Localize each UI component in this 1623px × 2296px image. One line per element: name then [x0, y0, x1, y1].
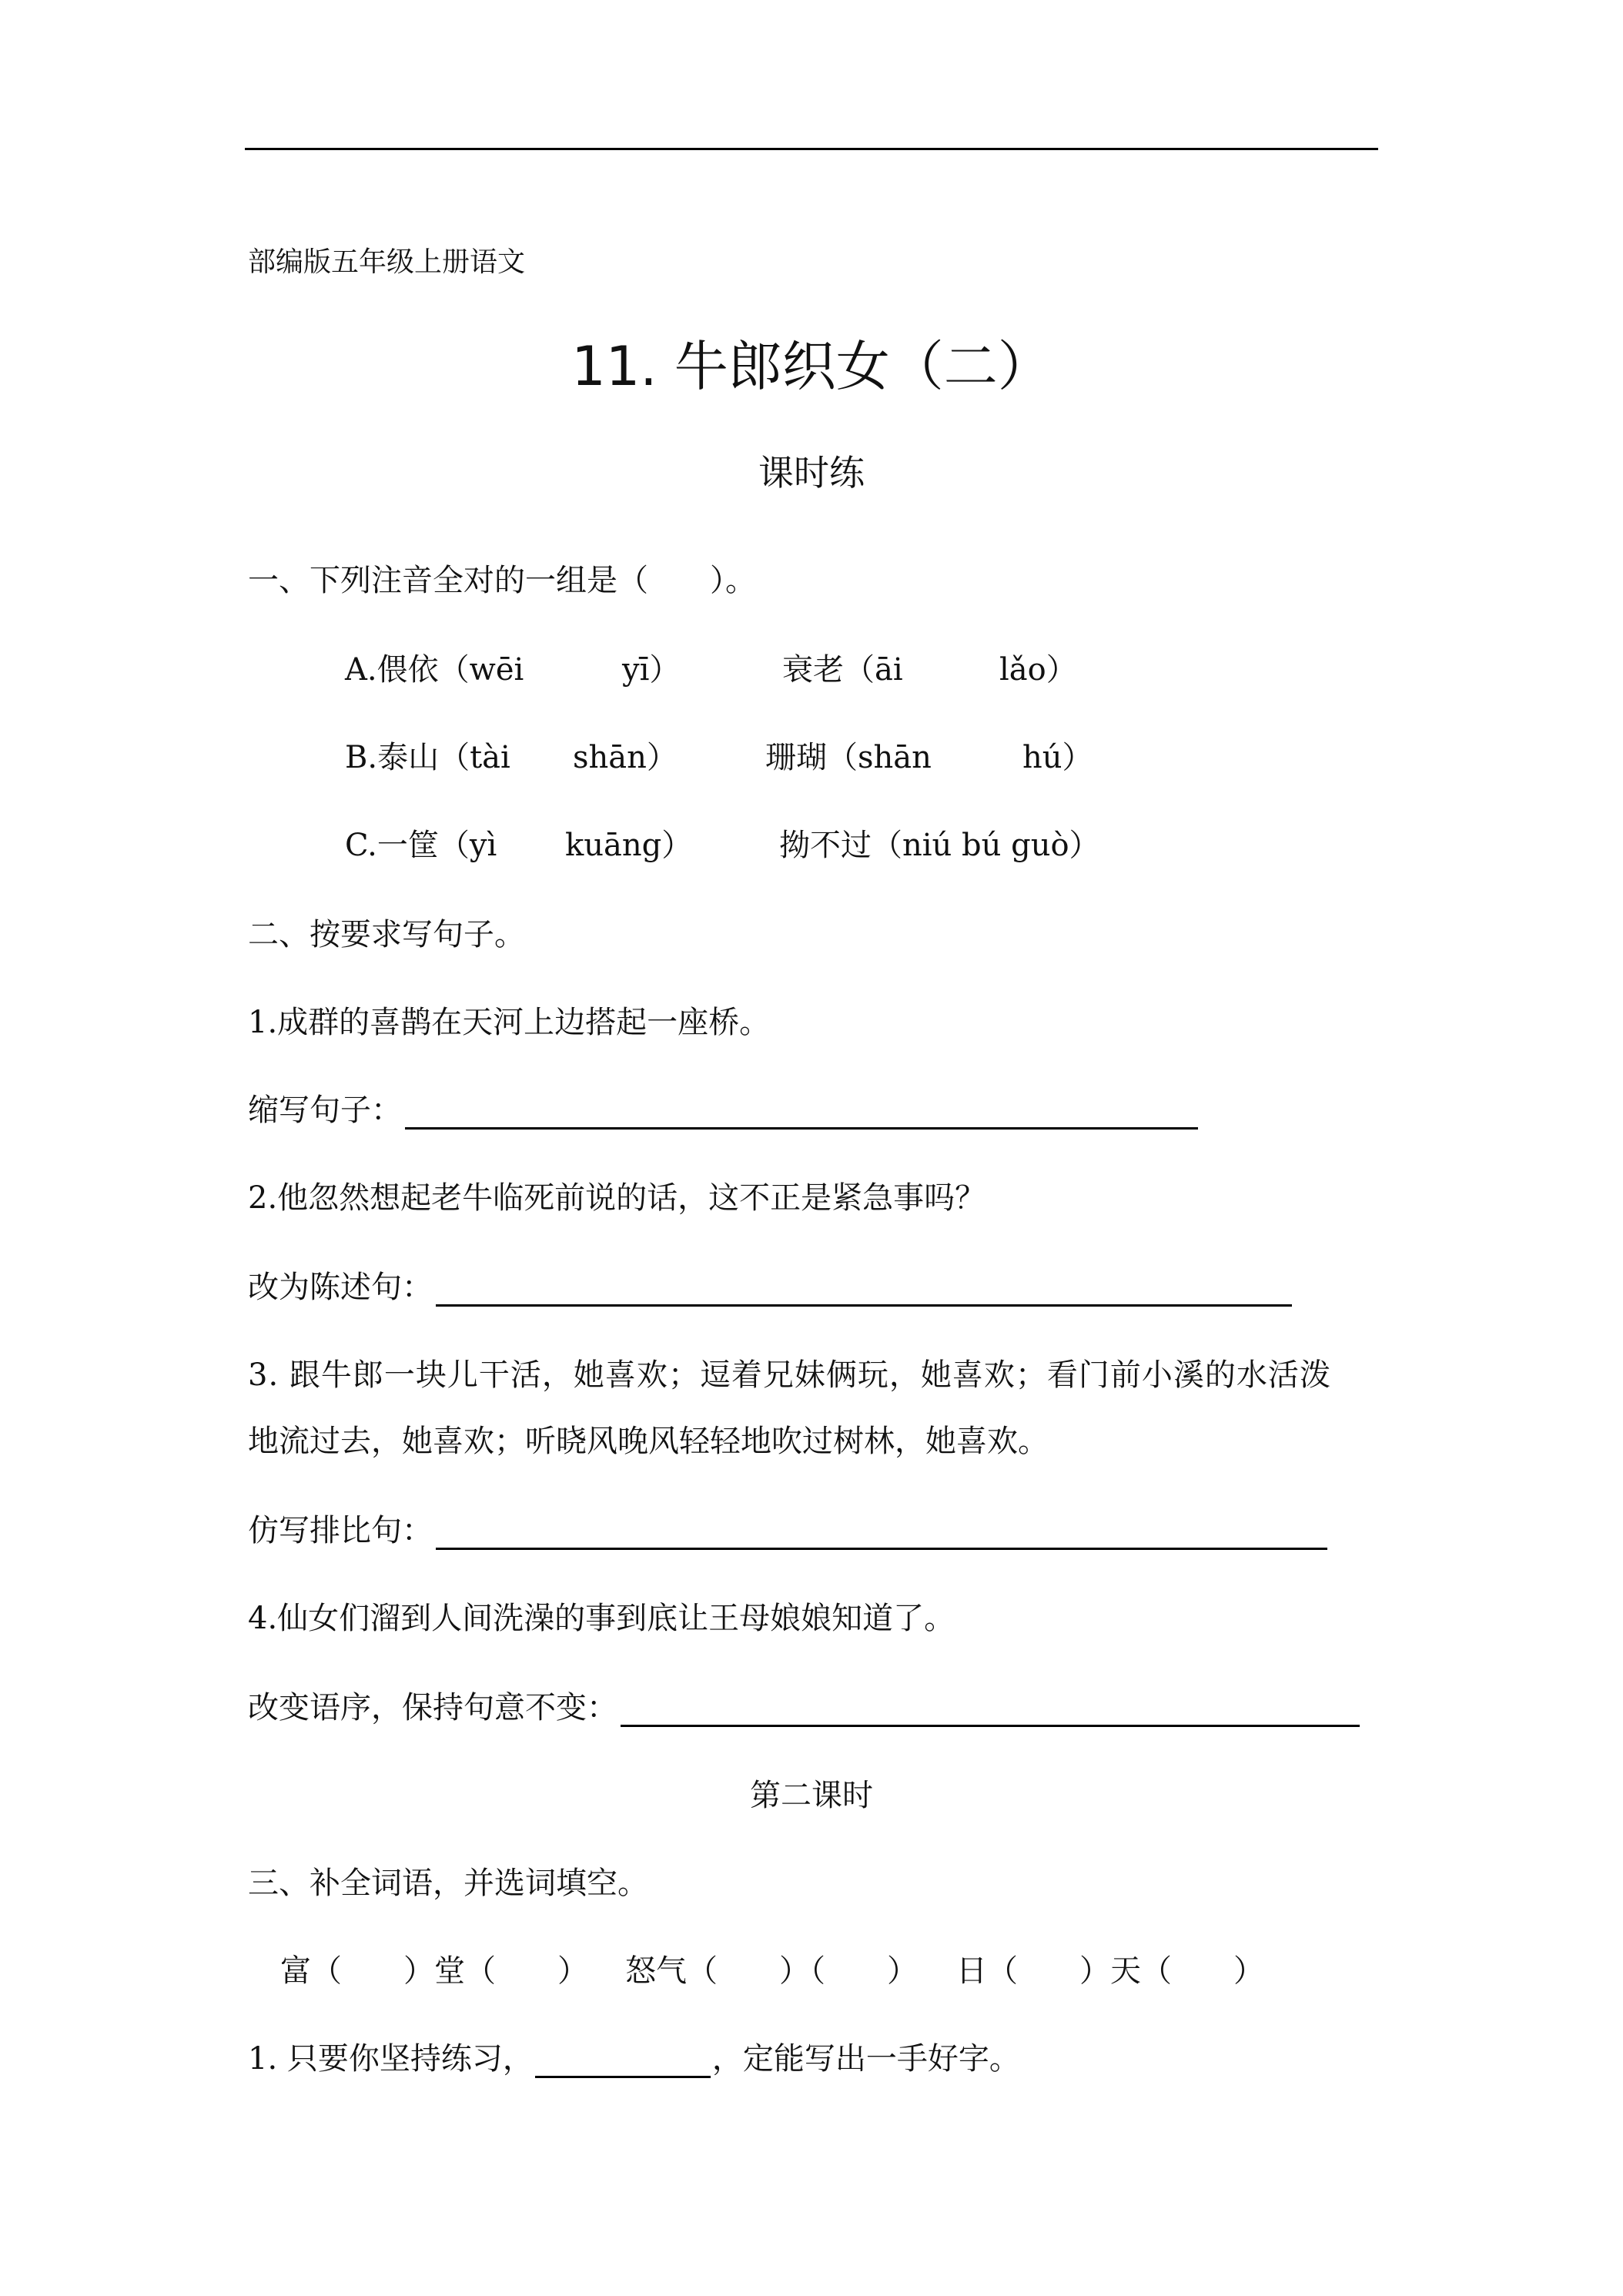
- item3-sentence-line2: 地流过去，她喜欢；听晓风晚风轻轻地吹过树林，她喜欢。: [248, 1424, 1049, 1459]
- section3-item1-before: 1. 只要你坚持练习，: [248, 2041, 534, 2077]
- option-b-part3: 珊瑚（shān: [765, 740, 932, 775]
- item1-sentence: 1.成群的喜鹊在天河上边搭起一座桥。: [248, 1005, 771, 1040]
- section3-item1-after: ，定能写出一手好字。: [711, 2041, 1020, 2077]
- option-a-part3: 衰老（āi: [782, 652, 903, 688]
- item4-prompt: 改变语序，保持句意不变：: [248, 1690, 617, 1725]
- section1-heading: 一、下列注音全对的一组是（ ）。: [248, 563, 756, 598]
- item1-answer-row: [248, 1086, 1198, 1130]
- item2-answer-row: [248, 1263, 1292, 1307]
- option-a-part4: lǎo）: [999, 652, 1077, 688]
- item3-answer-blank[interactable]: [436, 1517, 1327, 1550]
- header-rule: [245, 148, 1378, 150]
- item1-answer-blank[interactable]: [405, 1096, 1198, 1130]
- option-c-part1: C.一筐（yì: [345, 828, 497, 863]
- item2-prompt: 改为陈述句：: [248, 1270, 433, 1305]
- option-c-part3: 拗不过（niú bú guò）: [779, 828, 1100, 863]
- item2-sentence: 2.他忽然想起老牛临死前说的话，这不正是紧急事吗？: [248, 1180, 986, 1216]
- item4-answer-blank[interactable]: [621, 1694, 1360, 1727]
- item1-prompt: 缩写句子：: [248, 1093, 402, 1128]
- section3-item1-row: [248, 2034, 1020, 2078]
- section2-heading: 二、按要求写句子。: [248, 917, 525, 952]
- item4-answer-row: [248, 1683, 1360, 1727]
- word-group-2: 怒气（ ）（ ）: [625, 1953, 918, 1989]
- lesson2-heading: 第二课时: [750, 1778, 873, 1813]
- option-c-part2: kuāng）: [565, 828, 693, 863]
- option-b-part4: hú）: [1022, 740, 1093, 775]
- item2-answer-blank[interactable]: [436, 1274, 1292, 1307]
- item3-answer-row: [248, 1506, 1327, 1550]
- subject-label: 部编版五年级上册语文: [248, 246, 526, 278]
- section3-item1-blank[interactable]: [535, 2045, 711, 2078]
- option-b-part2: shān）: [573, 740, 678, 775]
- item4-sentence: 4.仙女们溜到人间洗澡的事到底让王母娘娘知道了。: [248, 1601, 955, 1636]
- item3-prompt: 仿写排比句：: [248, 1513, 433, 1548]
- option-b-part1: B.泰山（tài: [345, 740, 510, 775]
- section3-heading: 三、补全词语，并选词填空。: [248, 1866, 648, 1901]
- page-subtitle: 课时练: [758, 452, 865, 494]
- word-group-3: 日（ ）天（ ）: [956, 1953, 1264, 1989]
- page-title: 11. 牛郎织女（二）: [571, 335, 1052, 398]
- option-a-part2: yī）: [622, 652, 681, 688]
- word-group-1: 富（ ）堂（ ）: [280, 1953, 588, 1989]
- option-a-part1: A.偎依（wēi: [345, 652, 524, 688]
- item3-sentence-line1: 3. 跟牛郎一块儿干活，她喜欢；逗着兄妹俩玩，她喜欢；看门前小溪的水活泼: [248, 1357, 1331, 1393]
